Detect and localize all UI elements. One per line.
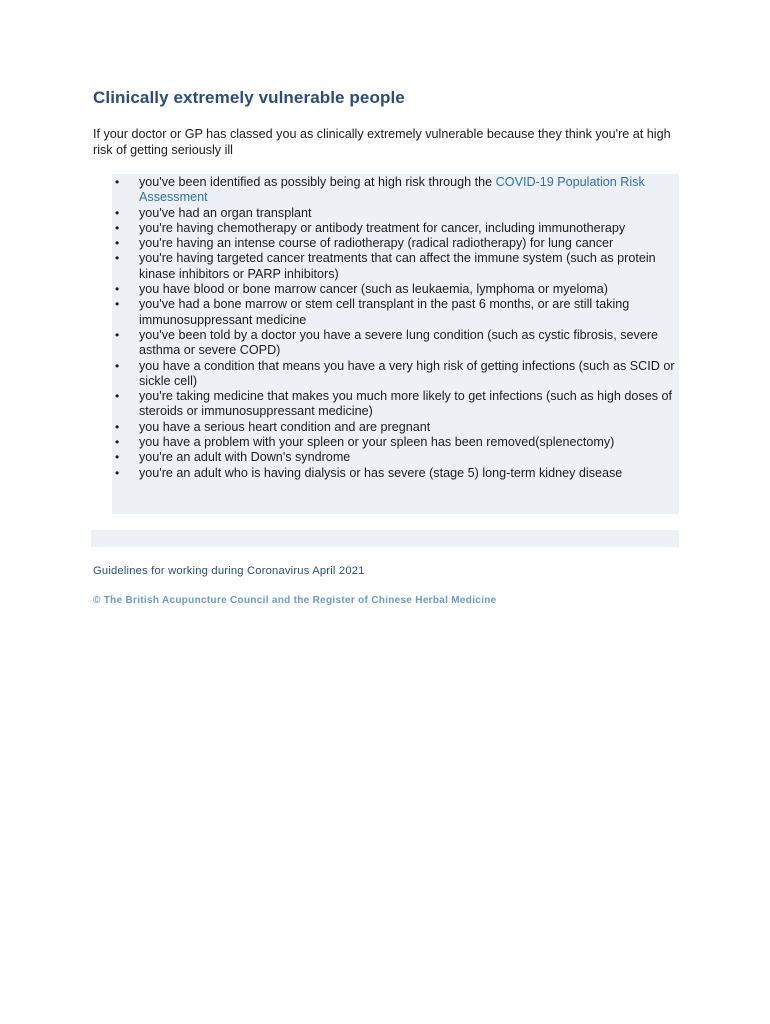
list-item-text: you have a condition that means you have a very high risk of getting infections (such as SCID or sickle cell) — [139, 358, 675, 388]
bullet-icon: • — [115, 465, 120, 480]
list-item-text: you're having targeted cancer treatments that can affect the immune system (such as protein kinase inhibitors or PARP inhibitors) — [139, 251, 656, 281]
list-item — [112, 251, 678, 282]
list-item — [112, 435, 678, 450]
bullet-icon: • — [115, 297, 120, 312]
list-item-text: you've had a bone marrow or stem cell transplant in the past 6 months, or are still taking immunosuppressant medicine — [139, 297, 630, 327]
copyright-notice: © The British Acupuncture Council and the Register of Chinese Herbal Medicine — [93, 595, 497, 606]
list-item — [112, 175, 678, 206]
list-item-text: you have blood or bone marrow cancer (such as leukaemia, lymphoma or myeloma) — [139, 282, 608, 297]
list-item-text: you're taking medicine that makes you much more likely to get infections (such as high doses of steroids or immunosuppressant medicine) — [139, 389, 673, 419]
bullet-icon: • — [115, 251, 120, 266]
bullet-icon: • — [115, 435, 120, 450]
list-item — [112, 389, 678, 420]
list-item — [112, 359, 678, 390]
list-item-text: you're having an intense course of radiotherapy (radical radiotherapy) for lung cancer — [139, 236, 614, 251]
intro-paragraph: If your doctor or GP has classed you as clinically extremely vulnerable because they think you're at high risk of getting seriously ill — [93, 127, 671, 157]
list-item-text: you've had an organ transplant — [139, 205, 312, 220]
list-item-text: you're an adult with Down's syndrome — [139, 450, 351, 465]
list-item — [112, 420, 678, 435]
list-item — [112, 450, 678, 465]
bullet-icon: • — [115, 450, 120, 465]
bullet-icon: • — [115, 236, 120, 251]
list-item-text: you're an adult who is having dialysis or has severe (stage 5) long-term kidney disease — [139, 465, 623, 480]
bullet-icon: • — [115, 358, 120, 373]
bullet-icon: • — [115, 327, 120, 342]
list-item — [112, 206, 678, 221]
list-item — [112, 236, 678, 251]
list-item — [112, 466, 678, 481]
bullet-icon: • — [115, 205, 120, 220]
list-item-text: you've been told by a doctor you have a severe lung condition (such as cystic fibrosis, severe asthma or severe COPD) — [139, 327, 659, 358]
list-item — [112, 297, 678, 328]
bullet-icon: • — [115, 389, 120, 404]
vulnerable-criteria-list — [112, 175, 678, 481]
list-item — [112, 221, 678, 236]
list-item — [112, 282, 678, 297]
bullet-icon: • — [115, 220, 120, 235]
bullet-icon: • — [115, 175, 120, 189]
bullet-icon: • — [115, 419, 120, 434]
list-item-text: you're having chemotherapy or antibody treatment for cancer, including immunotherapy — [139, 220, 626, 235]
list-item-text: you've been identified as possibly being at high risk through the — [139, 175, 496, 189]
list-item — [112, 328, 678, 359]
list-item-text: you have a serious heart condition and are pregnant — [139, 419, 431, 434]
guidelines-footer: Guidelines for working during Coronavirus April 2021 — [93, 565, 365, 577]
page-title: Clinically extremely vulnerable people — [93, 88, 405, 107]
risk-assessment-link[interactable]: COVID-19 Population Risk Assessment — [139, 175, 645, 205]
section-divider-strip — [91, 530, 679, 547]
list-item-text: you have a problem with your spleen or your spleen has been removed(splenectomy) — [139, 435, 615, 450]
bullet-icon: • — [115, 282, 120, 297]
